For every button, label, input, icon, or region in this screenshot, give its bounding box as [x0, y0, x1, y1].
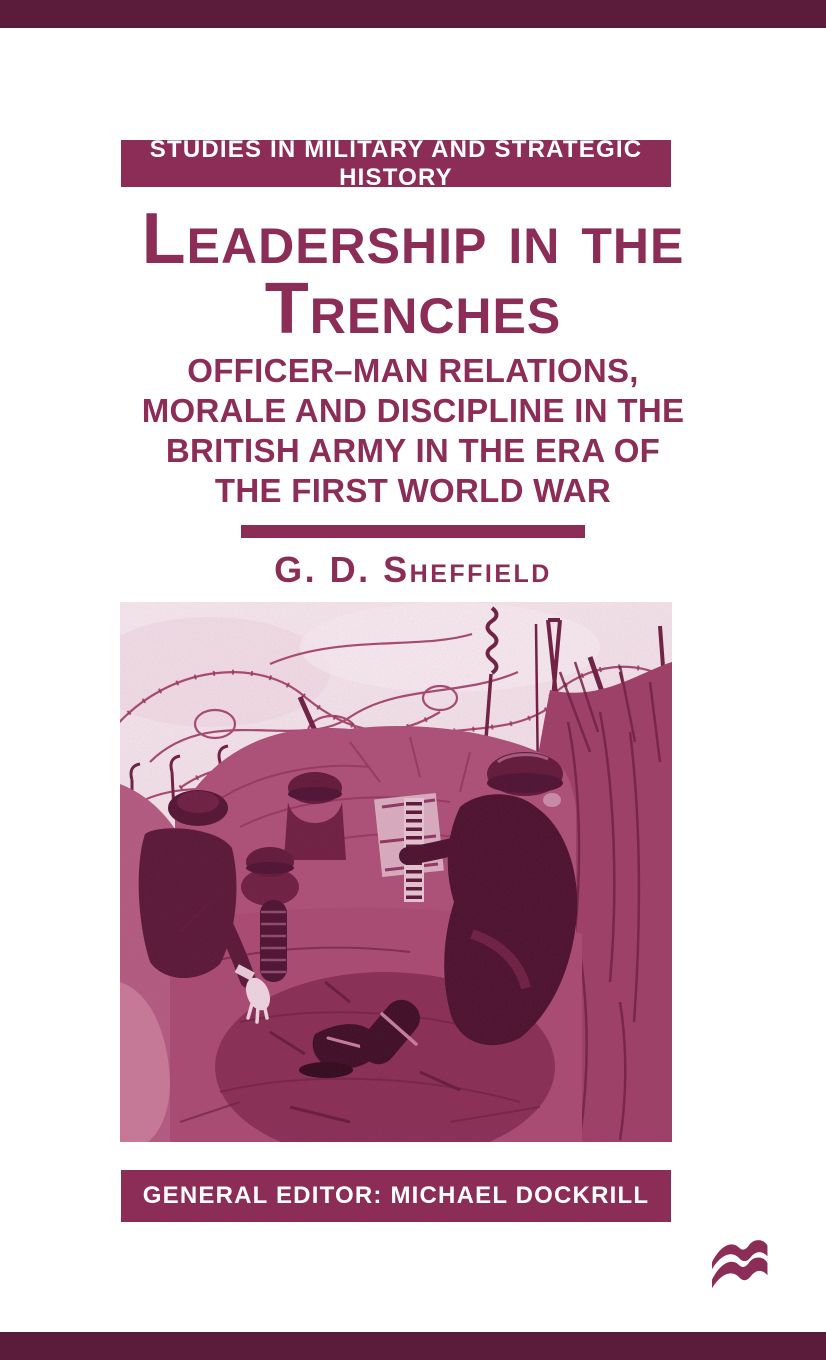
editor-banner-label: GENERAL EDITOR: MICHAEL DOCKRILL: [142, 1182, 650, 1209]
series-banner-label: STUDIES IN MILITARY AND STRATEGIC HISTORY: [149, 135, 643, 191]
book-title-line1: Leadership in the: [141, 199, 685, 279]
macmillan-wave-logo-icon: [704, 1238, 772, 1290]
book-title: [0, 199, 826, 349]
subtitle-line: OFFICER–MAN RELATIONS,: [187, 352, 639, 389]
book-subtitle: [63, 351, 763, 511]
top-edge-bar: [0, 0, 826, 28]
editor-banner: [121, 1170, 671, 1222]
trench-photo: [120, 602, 672, 1142]
author-name: G. D. Sheffield: [274, 549, 552, 590]
subtitle-line: THE FIRST WORLD WAR: [214, 472, 612, 509]
bottom-edge-bar: [0, 1332, 826, 1360]
trench-photo-illustration: [120, 602, 672, 1142]
divider-rule: [241, 525, 585, 538]
macmillan-wave-logo: [704, 1238, 772, 1290]
series-banner: [121, 135, 671, 191]
subtitle-line: MORALE AND DISCIPLINE IN THE: [141, 392, 685, 429]
book-title-line2: Trenches: [264, 269, 562, 349]
subtitle-line: BRITISH ARMY IN THE ERA OF: [165, 432, 661, 469]
